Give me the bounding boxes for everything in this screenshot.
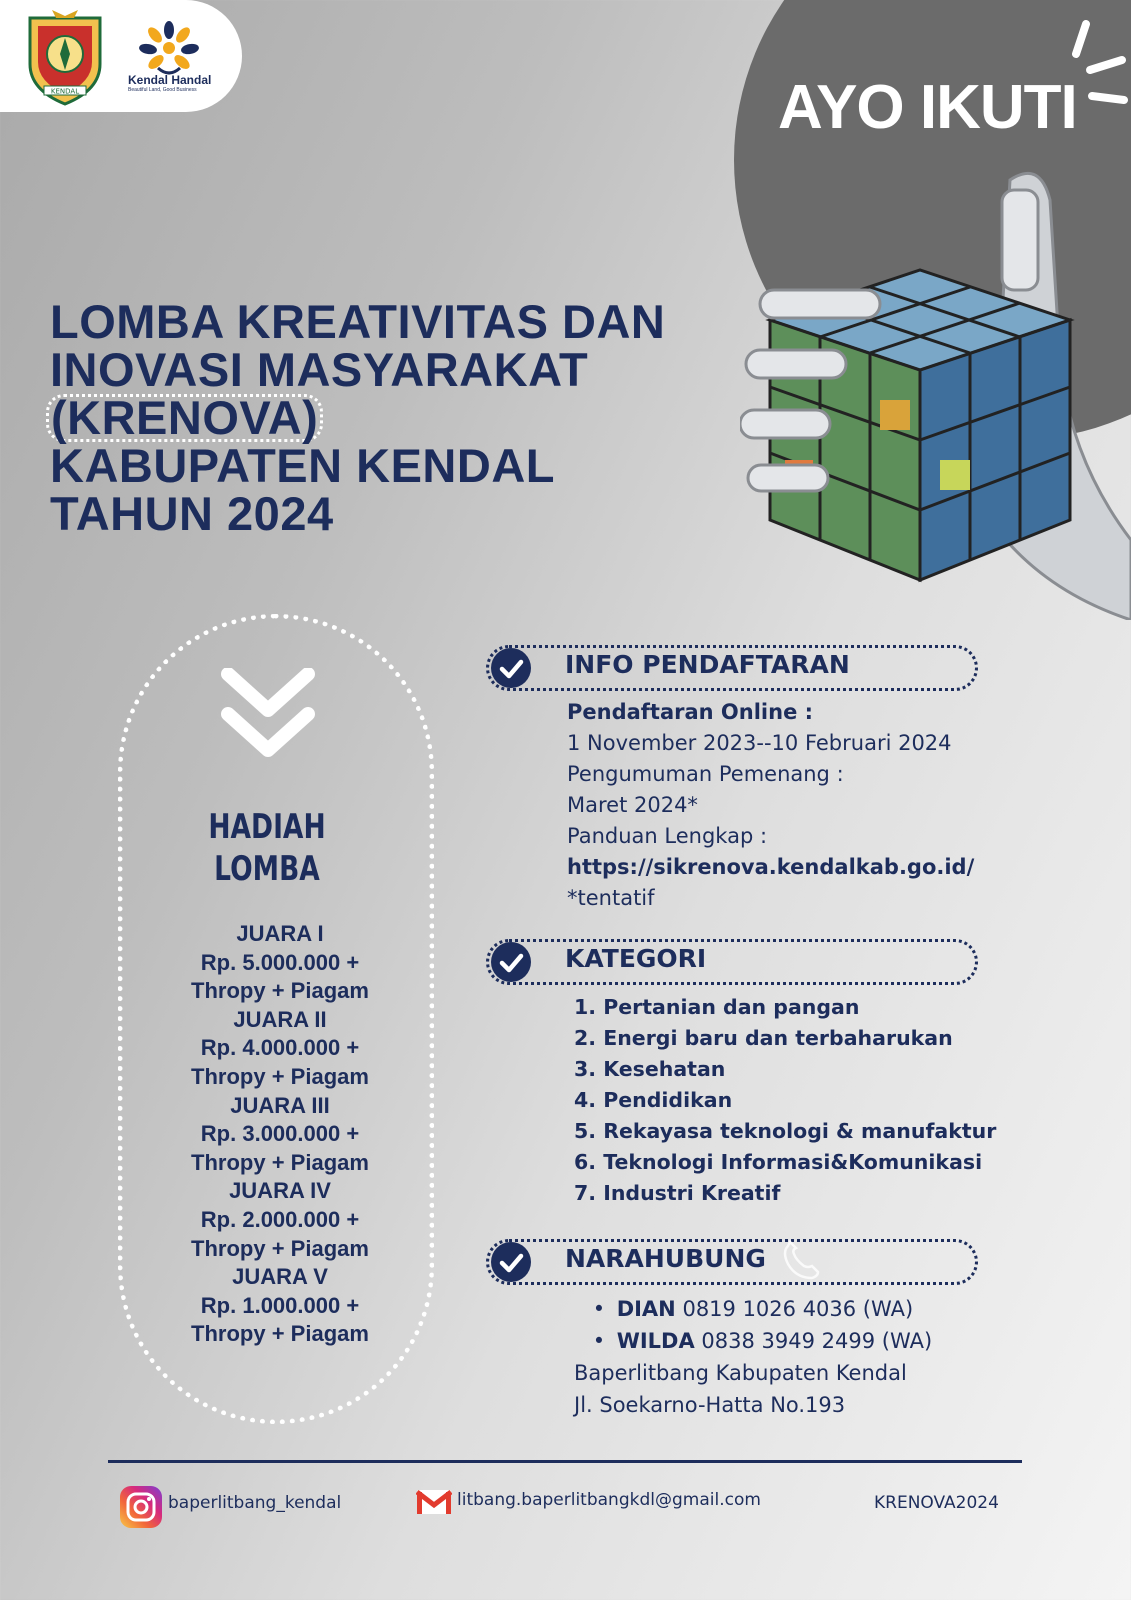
brand-name: Kendal Handal [128,73,212,87]
online-dates: 1 November 2023--10 Februari 2024 [567,731,952,755]
check-icon [491,942,531,982]
category-item: 2. Energi baru dan terbaharukan [574,1026,953,1050]
instagram-handle[interactable]: baperlitbang_kendal [168,1493,342,1513]
prize-extra: Thropy + Piagam [191,1063,369,1089]
online-label: Pendaftaran Online : [567,700,814,724]
robot-hand-cube-illustration [740,160,1131,620]
prize-amount: Rp. 5.000.000 + [200,949,360,975]
prize-title [176,806,359,890]
hashtag: KRENOVA2024 [874,1493,999,1513]
contact-row: • WILDA 0838 3949 2499 (WA) [592,1329,933,1353]
sparkle-icon [1072,20,1131,110]
contact-phone[interactable]: 0838 3949 2499 (WA) [701,1329,933,1353]
category-item: 3. Kesehatan [574,1057,726,1081]
prize-extra: Thropy + Piagam [191,1149,369,1175]
prize-rank: JUARA II [233,1006,327,1032]
prize-title-line: LOMBA [214,849,320,889]
title-line: INOVASI MASYARAKAT [50,343,589,396]
info-body [567,697,974,914]
contact-name: DIAN [616,1297,676,1321]
phone-icon [778,1238,824,1284]
prize-rank: JUARA I [236,921,324,946]
brand-tagline: Beautiful Land, Good Business [128,87,197,93]
gmail-icon[interactable] [416,1488,452,1516]
instagram-icon[interactable] [120,1486,162,1528]
guide-link[interactable]: https://sikrenova.kendalkab.go.id/ [567,855,975,879]
prize-title-line: HADIAH [208,807,326,847]
category-item: 4. Pendidikan [574,1088,733,1112]
prize-extra: Thropy + Piagam [191,1321,369,1347]
prize-extra: Thropy + Piagam [191,1235,369,1261]
kendal-crest-logo [22,6,108,106]
headline: AYO IKUTI [778,73,1077,142]
title-line: TAHUN 2024 [50,487,334,540]
prize-extra: Thropy + Piagam [191,978,369,1004]
tentative-note: *tentatif [567,886,655,910]
category-item: 5. Rekayasa teknologi & manufaktur [574,1119,997,1143]
prize-rank: JUARA V [232,1264,328,1290]
office-name: Baperlitbang Kabupaten Kendal [574,1361,907,1385]
prize-rank: JUARA IV [229,1178,331,1204]
office-address: Jl. Soekarno-Hatta No.193 [574,1393,846,1417]
event-title [50,295,666,540]
chevron-double-down-icon [220,668,316,764]
category-list [574,992,996,1209]
footer-divider [108,1460,1022,1463]
check-icon [491,1242,531,1282]
contact-row: • DIAN 0819 1026 4036 (WA) [592,1297,914,1321]
category-item: 1. Pertanian dan pangan [574,995,860,1019]
title-line: KABUPATEN KENDAL [50,439,555,492]
crest-text: KENDAL [50,87,80,96]
contact-name: WILDA [616,1329,695,1353]
title-line: LOMBA KREATIVITAS DAN [50,295,666,348]
contact-section-title: NARAHUBUNG [565,1244,766,1273]
prize-amount: Rp. 2.000.000 + [200,1206,360,1232]
title-line-boxed: (KRENOVA) [46,394,323,442]
prize-amount: Rp. 3.000.000 + [200,1121,360,1147]
prize-amount: Rp. 1.000.000 + [200,1292,360,1318]
contact-list [574,1293,932,1421]
prize-amount: Rp. 4.000.000 + [200,1035,360,1061]
prize-list [150,920,410,1349]
announce-label: Pengumuman Pemenang : [567,762,844,786]
guide-label: Panduan Lengkap : [567,824,768,848]
announce-date: Maret 2024* [567,793,698,817]
category-item: 6. Teknologi Informasi&Komunikasi [574,1150,983,1174]
info-section-title: INFO PENDAFTARAN [565,650,850,679]
category-item: 7. Industri Kreatif [574,1181,781,1205]
category-section-title: KATEGORI [565,944,707,973]
email-address[interactable]: litbang.baperlitbangkdl@gmail.com [457,1490,761,1510]
contact-phone[interactable]: 0819 1026 4036 (WA) [682,1297,914,1321]
check-icon [491,648,531,688]
category-section-pill [486,939,978,985]
prize-rank: JUARA III [230,1092,330,1118]
